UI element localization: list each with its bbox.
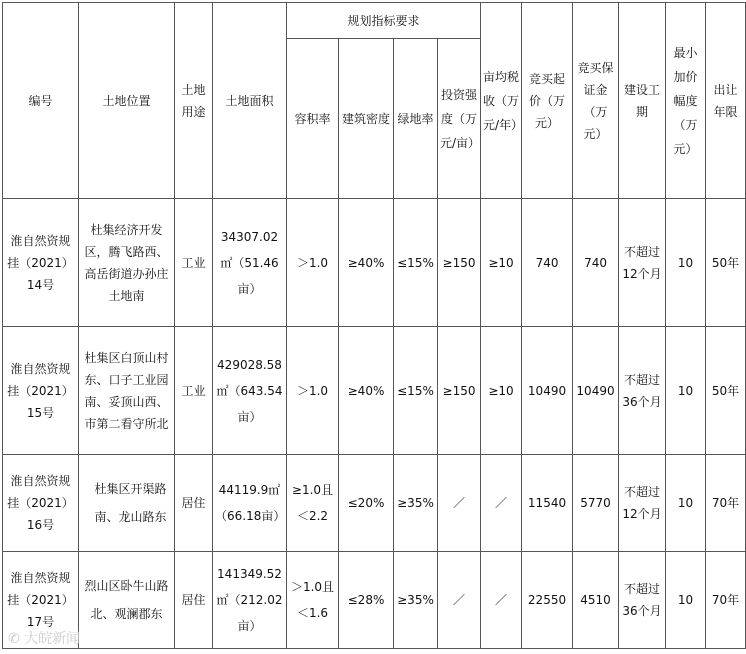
header-start-price: 竞买起价（万元） bbox=[522, 3, 573, 199]
table-row bbox=[3, 552, 746, 649]
cell-investment: ≥150 bbox=[438, 199, 481, 327]
header-green: 绿地率 bbox=[394, 39, 438, 199]
cell-increment: 10 bbox=[666, 199, 706, 327]
cell-far: ≥1.0且＜2.2 bbox=[287, 455, 339, 552]
header-deposit: 竞买保证金（万元） bbox=[573, 3, 619, 199]
cell-location: 杜集区白顶山村东、口子工业园南、妥顶山西、市第二看守所北 bbox=[79, 327, 175, 455]
cell-area: 34307.02㎡（51.46亩） bbox=[213, 199, 287, 327]
cell-code: 淮自然资规挂（2021）14号 bbox=[3, 199, 79, 327]
cell-area: 429028.58㎡（643.54亩） bbox=[213, 327, 287, 455]
cell-period: 不超过36个月 bbox=[619, 327, 666, 455]
cell-code: 淮自然资规挂（2021）15号 bbox=[3, 327, 79, 455]
cell-density: ≥40% bbox=[339, 199, 394, 327]
cell-location: 杜集区开渠路南、龙山路东 bbox=[79, 455, 175, 552]
table-row bbox=[3, 199, 746, 327]
watermark-text: 大皖新闻 bbox=[24, 631, 81, 647]
cell-use: 工业 bbox=[175, 327, 213, 455]
cell-code: 淮自然资规挂（2021）17号 bbox=[3, 552, 79, 649]
cell-investment: ≥150 bbox=[438, 327, 481, 455]
cell-start-price: 740 bbox=[522, 199, 573, 327]
cell-tax: ／ bbox=[481, 455, 522, 552]
header-density: 建筑密度 bbox=[339, 39, 394, 199]
header-term: 出让年限 bbox=[706, 3, 746, 199]
cell-start-price: 11540 bbox=[522, 455, 573, 552]
table-row bbox=[3, 455, 746, 552]
header-planning: 规划指标要求 bbox=[287, 3, 481, 39]
cell-location: 烈山区卧牛山路北、观澜郡东 bbox=[79, 552, 175, 649]
header-period: 建设工期 bbox=[619, 3, 666, 199]
cell-green: ≥35% bbox=[394, 552, 438, 649]
cell-deposit: 4510 bbox=[573, 552, 619, 649]
cell-area: 141349.52㎡（212.02亩） bbox=[213, 552, 287, 649]
cell-code: 淮自然资规挂（2021）16号 bbox=[3, 455, 79, 552]
header-investment: 投资强度（万元/亩） bbox=[438, 39, 481, 199]
cell-increment: 10 bbox=[666, 327, 706, 455]
cell-term: 70年 bbox=[706, 552, 746, 649]
cell-term: 70年 bbox=[706, 455, 746, 552]
cell-green: ≤15% bbox=[394, 327, 438, 455]
header-code: 编号 bbox=[3, 3, 79, 199]
cell-tax: ／ bbox=[481, 552, 522, 649]
cell-tax: ≥10 bbox=[481, 199, 522, 327]
cell-period: 不超过12个月 bbox=[619, 455, 666, 552]
cell-start-price: 22550 bbox=[522, 552, 573, 649]
cell-density: ≤20% bbox=[339, 455, 394, 552]
cell-increment: 10 bbox=[666, 552, 706, 649]
cell-increment: 10 bbox=[666, 455, 706, 552]
cell-term: 50年 bbox=[706, 327, 746, 455]
cell-deposit: 5770 bbox=[573, 455, 619, 552]
land-auction-table bbox=[2, 2, 746, 649]
cell-far: ＞1.0且＜1.6 bbox=[287, 552, 339, 649]
header-location: 土地位置 bbox=[79, 3, 175, 199]
cell-start-price: 10490 bbox=[522, 327, 573, 455]
cell-tax: ≥10 bbox=[481, 327, 522, 455]
cell-far: ＞1.0 bbox=[287, 199, 339, 327]
watermark-logo-icon: ✆ bbox=[8, 631, 20, 647]
cell-use: 居住 bbox=[175, 552, 213, 649]
table-row bbox=[3, 327, 746, 455]
header-far: 容积率 bbox=[287, 39, 339, 199]
cell-green: ≤15% bbox=[394, 199, 438, 327]
cell-investment: ／ bbox=[438, 455, 481, 552]
cell-green: ≥35% bbox=[394, 455, 438, 552]
cell-term: 50年 bbox=[706, 199, 746, 327]
cell-use: 居住 bbox=[175, 455, 213, 552]
watermark bbox=[8, 628, 80, 648]
cell-density: ≤28% bbox=[339, 552, 394, 649]
header-tax: 亩均税收（万元/年） bbox=[481, 3, 522, 199]
cell-period: 不超过12个月 bbox=[619, 199, 666, 327]
cell-investment: ／ bbox=[438, 552, 481, 649]
cell-far: ＞1.0 bbox=[287, 327, 339, 455]
cell-density: ≥40% bbox=[339, 327, 394, 455]
header-area: 土地面积 bbox=[213, 3, 287, 199]
header-use: 土地用途 bbox=[175, 3, 213, 199]
cell-period: 不超过36个月 bbox=[619, 552, 666, 649]
cell-use: 工业 bbox=[175, 199, 213, 327]
cell-area: 44119.9㎡（66.18亩） bbox=[213, 455, 287, 552]
cell-deposit: 740 bbox=[573, 199, 619, 327]
header-increment: 最小加价幅度（万元） bbox=[666, 3, 706, 199]
cell-deposit: 10490 bbox=[573, 327, 619, 455]
cell-location: 杜集经济开发区，腾飞路西、高岳街道办孙庄土地南 bbox=[79, 199, 175, 327]
